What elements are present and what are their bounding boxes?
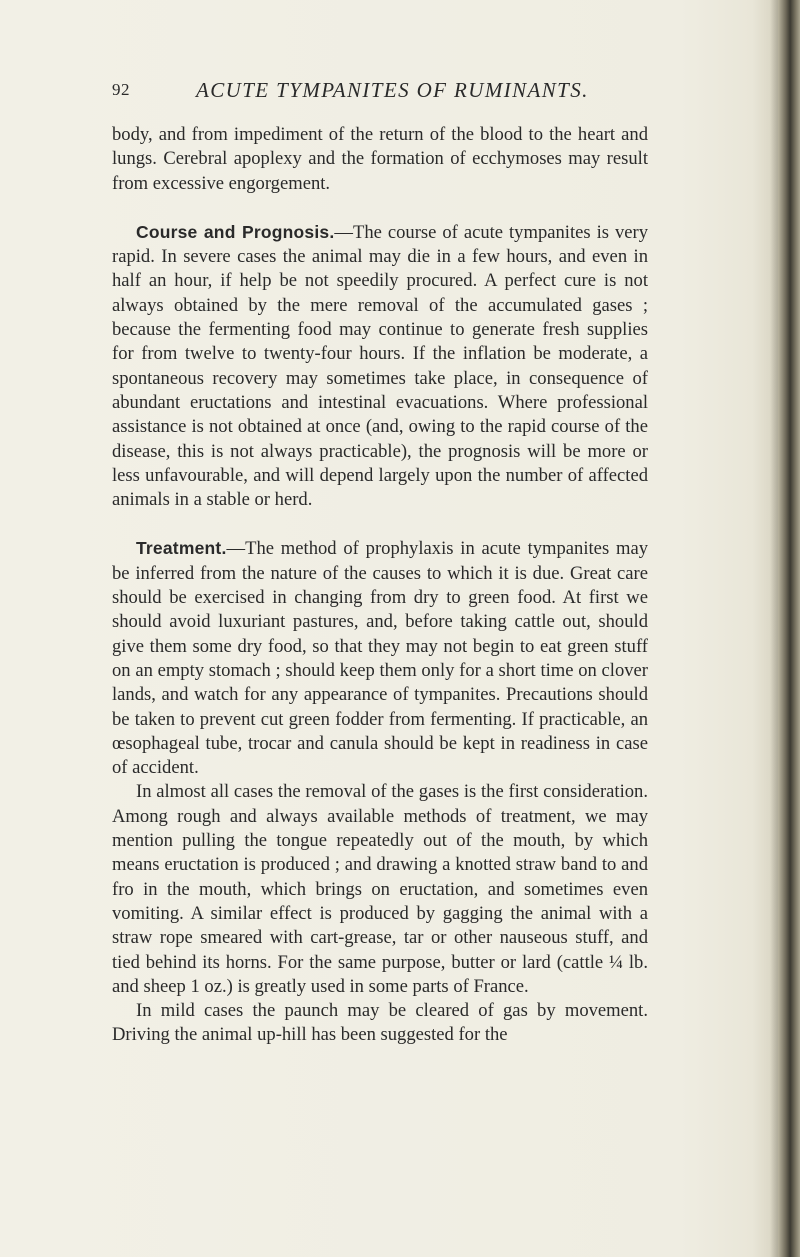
body-text <box>112 123 648 1048</box>
section-heading-course-and-prognosis: Course and Prognosis. <box>136 221 335 242</box>
book-spine <box>778 0 800 1257</box>
paragraph-mild-cases: In mild cases the paunch may be cleared of gas by movement. Driving the animal up-hill has been suggested for the <box>112 1000 648 1046</box>
page-gutter-shadow <box>770 0 778 1257</box>
paragraph-course-and-prognosis <box>112 220 648 513</box>
page-header <box>112 78 632 112</box>
paragraph-continuation: body, and from impediment of the return of the blood to the heart and lungs. Cerebral apoplexy and the formation of ecchymoses may result from excessive engorgement. <box>112 124 648 194</box>
running-title: ACUTE TYMPANITES OF RUMINANTS. <box>196 78 589 102</box>
section-heading-treatment: Treatment. <box>136 538 227 559</box>
treatment-text: —The method of prophylaxis in acute tympanites may be inferred from the nature of the causes to which it is due. Great care should be exercised in changing from dry to green food. At first we should avoid luxuriant pastures, and, before taking cattle out, should give them some dry food, so that they may not begin to eat green stuff on an empty stomach ; should keep them only for a short time on clover lands, and watch for any appearance of tympanites. Precautions should be taken to prevent cut green fodder from fermenting. If practicable, an œsophageal tube, trocar and canula should be kept in readiness in case of accident. <box>112 538 648 779</box>
page-number: 92 <box>112 80 130 99</box>
course-and-prognosis-text: —The course of acute tympanites is very rapid. In severe cases the animal may die in a few hours, and even in half an hour, if help be not speedily procured. A perfect cure is not always obtained by the mere removal of the accumulated gases ; because the fermenting food may continue to generate fresh supplies for from twelve to twenty-four hours. If the inflation be moderate, a spontaneous recovery may sometimes take place, in consequence of abundant eructations and intestinal evacuations. Where professional assistance is not obtained at once (and, owing to the rapid course of the disease, this is not always practicable), the prognosis will be more or less unfavourable, and will depend largely upon the number of affected animals in a stable or herd. <box>112 221 648 511</box>
paragraph-treatment <box>112 536 648 780</box>
paragraph-removal-of-gases: In almost all cases the removal of the gases is the first consideration. Among rough and always available methods of treatment, we may mention pulling the tongue repeatedly out of the mouth, by which means eructation is produced ; and drawing a knotted straw band to and fro in the mouth, which brings on eructation, and sometimes even vomiting. A similar effect is produced by gagging the animal with a straw rope smeared with cart-grease, tar or other nauseous stuff, and tied behind its horns. For the same purpose, butter or lard (cattle ¼ lb. and sheep 1 oz.) is greatly used in some parts of France. <box>112 781 648 997</box>
